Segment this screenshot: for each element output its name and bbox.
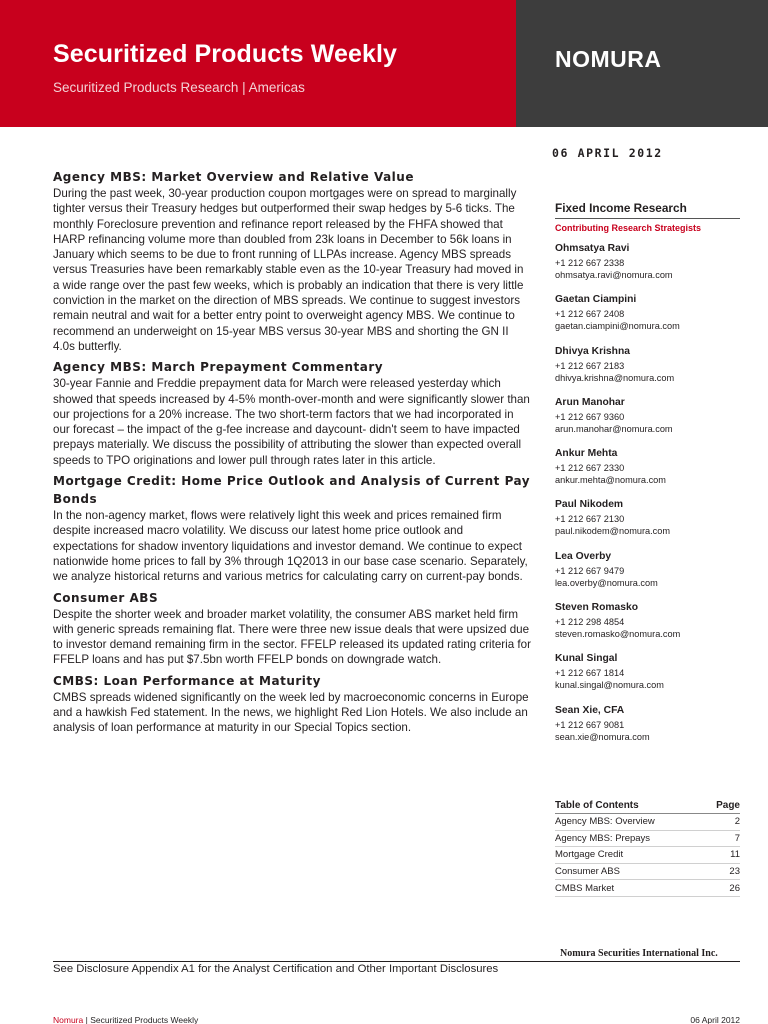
footer-rule bbox=[53, 961, 740, 962]
analyst-email[interactable]: steven.romasko@nomura.com bbox=[555, 629, 681, 640]
toc-page: 23 bbox=[729, 866, 740, 878]
analyst-email[interactable]: gaetan.ciampini@nomura.com bbox=[555, 321, 680, 332]
toc-page: 26 bbox=[729, 882, 740, 894]
toc-row[interactable] bbox=[555, 864, 740, 881]
report-date: 06 APRIL 2012 bbox=[552, 146, 663, 160]
section-heading: Agency MBS: March Prepayment Commentary bbox=[53, 360, 384, 375]
main-content bbox=[53, 168, 531, 740]
toc-page: 2 bbox=[734, 816, 740, 828]
section-body: CMBS spreads widened significantly on the week led by macroeconomic concerns in Europe and a hawkish Fed statement. In the news, we highlight Red Lion Hotels. We also include an analysis of loan performance at maturity in our Special Topics section. bbox=[53, 690, 529, 735]
table-of-contents bbox=[555, 800, 740, 897]
analyst-email[interactable]: lea.overby@nomura.com bbox=[555, 577, 658, 588]
sidebar-subtitle: Contributing Research Strategists bbox=[555, 223, 702, 233]
analyst-phone: +1 212 667 2183 bbox=[555, 360, 625, 371]
toc-row[interactable] bbox=[555, 880, 740, 897]
toc-page: 7 bbox=[734, 832, 740, 844]
toc-title: Table of Contents bbox=[555, 800, 639, 811]
page-footer bbox=[53, 1015, 740, 1024]
analyst-email[interactable]: ankur.mehta@nomura.com bbox=[555, 475, 666, 486]
analyst-name: Ohmsatya Ravi bbox=[555, 243, 630, 254]
analyst-email[interactable]: dhivya.krishna@nomura.com bbox=[555, 372, 675, 383]
toc-entry: Agency MBS: Overview bbox=[555, 816, 655, 828]
toc-entry: Agency MBS: Prepays bbox=[555, 832, 651, 844]
analyst-card bbox=[555, 602, 740, 640]
footer-publication: Securitized Products Weekly bbox=[90, 1015, 199, 1024]
analyst-name: Ankur Mehta bbox=[555, 448, 618, 460]
footer-brand: Nomura bbox=[53, 1015, 84, 1024]
analyst-email[interactable]: ohmsatya.ravi@nomura.com bbox=[555, 270, 673, 280]
analyst-card bbox=[555, 243, 740, 281]
section-heading: Agency MBS: Market Overview and Relative Value bbox=[53, 170, 414, 184]
report-title: Securitized Products Weekly bbox=[53, 40, 398, 68]
report-subtitle: Securitized Products Research | Americas bbox=[53, 80, 305, 95]
section-heading: Consumer ABS bbox=[53, 590, 159, 605]
toc-entry: Mortgage Credit bbox=[555, 849, 624, 861]
section-body: In the non-agency market, flows were relatively light this week and prices remained firm despite increased macro volatility. We discuss our latest home price outlook and expectations for shadow inventory liquidations and investor demand. We continue to expect nationwide home prices to fall by 3% through 1Q2013 in our base case scenario. Separately, we analyze historical returns and various metrics for calculating carry on current-pay bonds. bbox=[53, 509, 528, 584]
analyst-phone: +1 212 298 4854 bbox=[555, 617, 625, 628]
analyst-card bbox=[555, 499, 740, 537]
disclosure-note: See Disclosure Appendix A1 for the Analyst Certification and Other Important Disclosures bbox=[53, 963, 499, 975]
analyst-card bbox=[555, 653, 740, 691]
footer-left bbox=[53, 1015, 198, 1024]
section-body: 30-year Fannie and Freddie prepayment data for March were released yesterday which showed that speeds increased by 4-5% month-over-month and were significantly slower than our projections for a 20% increase. The two short-term factors that we had incorporated in our forecast – the impact of the g-fee increase and daycount- didn't seem to have impacted prepays materially. We discuss the possibility of attributing the slower than expected overall speeds to TPO originations and lower pull through rates later in this article. bbox=[53, 377, 530, 467]
analyst-email[interactable]: kunal.singal@nomura.com bbox=[555, 680, 664, 691]
analyst-name: Paul Nikodem bbox=[555, 499, 624, 511]
analyst-phone: +1 212 667 2130 bbox=[555, 514, 625, 525]
section-body: During the past week, 30-year production coupon mortgages were on spread to marginally tighter versus their Treasury hedges but outperformed their swap hedges by 5-6 ticks. The monthly Foreclosure prevention and refinance report released by the FHFA showed that HARP refinancing volume more than doubled from 23k loans in December to 56k loans in January which seems to be due to front running of LLPAs increase. Agency MBS spreads versus Treasuries have been remarkably stable even as the 10-year Treasury had moved in a wide range over the past few weeks, which is probably an indication that there is very little conviction in the market on the direction of MBS spreads. We continue to suggest investors remain neutral and wait for a better entry point to overweight agency MBS. We continue to recommend an underweight on 15-year MBS versus 30-year MBS and shorting the GN II 4.0s butterfly. bbox=[53, 187, 524, 353]
section-agency-overview bbox=[53, 168, 531, 354]
company-name: Nomura Securities International Inc. bbox=[560, 948, 718, 959]
analyst-name: Lea Overby bbox=[555, 550, 612, 562]
section-cmbs bbox=[53, 672, 531, 736]
section-heading: Mortgage Credit: Home Price Outlook and Analysis of Current Pay Bonds bbox=[53, 474, 531, 507]
analyst-phone: +1 212 667 2338 bbox=[555, 258, 625, 268]
analyst-name: Dhivya Krishna bbox=[555, 345, 630, 357]
analyst-phone: +1 212 667 2408 bbox=[555, 309, 625, 320]
analyst-card bbox=[555, 448, 740, 486]
analyst-name: Gaetan Ciampini bbox=[555, 294, 637, 306]
nomura-logo: NOMURA bbox=[555, 46, 662, 72]
analyst-phone: +1 212 667 1814 bbox=[555, 668, 625, 679]
analyst-name: Arun Manohar bbox=[555, 396, 625, 408]
toc-entry: CMBS Market bbox=[555, 882, 615, 894]
analyst-name: Kunal Singal bbox=[555, 653, 618, 665]
analyst-card bbox=[555, 397, 740, 435]
section-body: Despite the shorter week and broader market volatility, the consumer ABS market held firm with generic spreads remaining flat. There were three new issue deals that were upsized due to investor demand remaining firm in the sector. FFELP released its updated rating criteria for FFELP loans and has put $7.5bn worth FFELP bonds on downgrade watch. bbox=[53, 607, 531, 667]
sidebar-title: Fixed Income Research bbox=[555, 201, 740, 219]
analyst-card bbox=[555, 705, 740, 743]
footer-date: 06 April 2012 bbox=[690, 1015, 740, 1024]
analyst-phone: +1 212 667 2330 bbox=[555, 463, 625, 474]
toc-row[interactable] bbox=[555, 831, 740, 848]
section-consumer-abs bbox=[53, 589, 531, 668]
analyst-phone: +1 212 667 9479 bbox=[555, 565, 625, 576]
analyst-card bbox=[555, 551, 740, 589]
analyst-card bbox=[555, 294, 740, 332]
analyst-name: Steven Romasko bbox=[555, 602, 638, 614]
toc-page: 11 bbox=[730, 849, 740, 861]
toc-row[interactable] bbox=[555, 847, 740, 864]
toc-row[interactable] bbox=[555, 814, 740, 831]
analyst-email[interactable]: sean.xie@nomura.com bbox=[555, 731, 650, 742]
toc-entry: Consumer ABS bbox=[555, 866, 620, 878]
analyst-sidebar bbox=[555, 201, 740, 756]
analyst-phone: +1 212 667 9360 bbox=[555, 411, 625, 422]
section-mortgage-credit bbox=[53, 472, 531, 584]
analyst-email[interactable]: arun.manohar@nomura.com bbox=[555, 423, 673, 434]
analyst-name: Sean Xie, CFA bbox=[555, 704, 625, 716]
toc-page-label: Page bbox=[716, 800, 740, 811]
analyst-phone: +1 212 667 9081 bbox=[555, 719, 625, 730]
analyst-card bbox=[555, 346, 740, 384]
toc-header bbox=[555, 800, 740, 814]
footer-separator: | bbox=[85, 1015, 88, 1024]
section-heading: CMBS: Loan Performance at Maturity bbox=[53, 673, 321, 688]
section-prepayment bbox=[53, 358, 531, 468]
analyst-email[interactable]: paul.nikodem@nomura.com bbox=[555, 526, 671, 537]
